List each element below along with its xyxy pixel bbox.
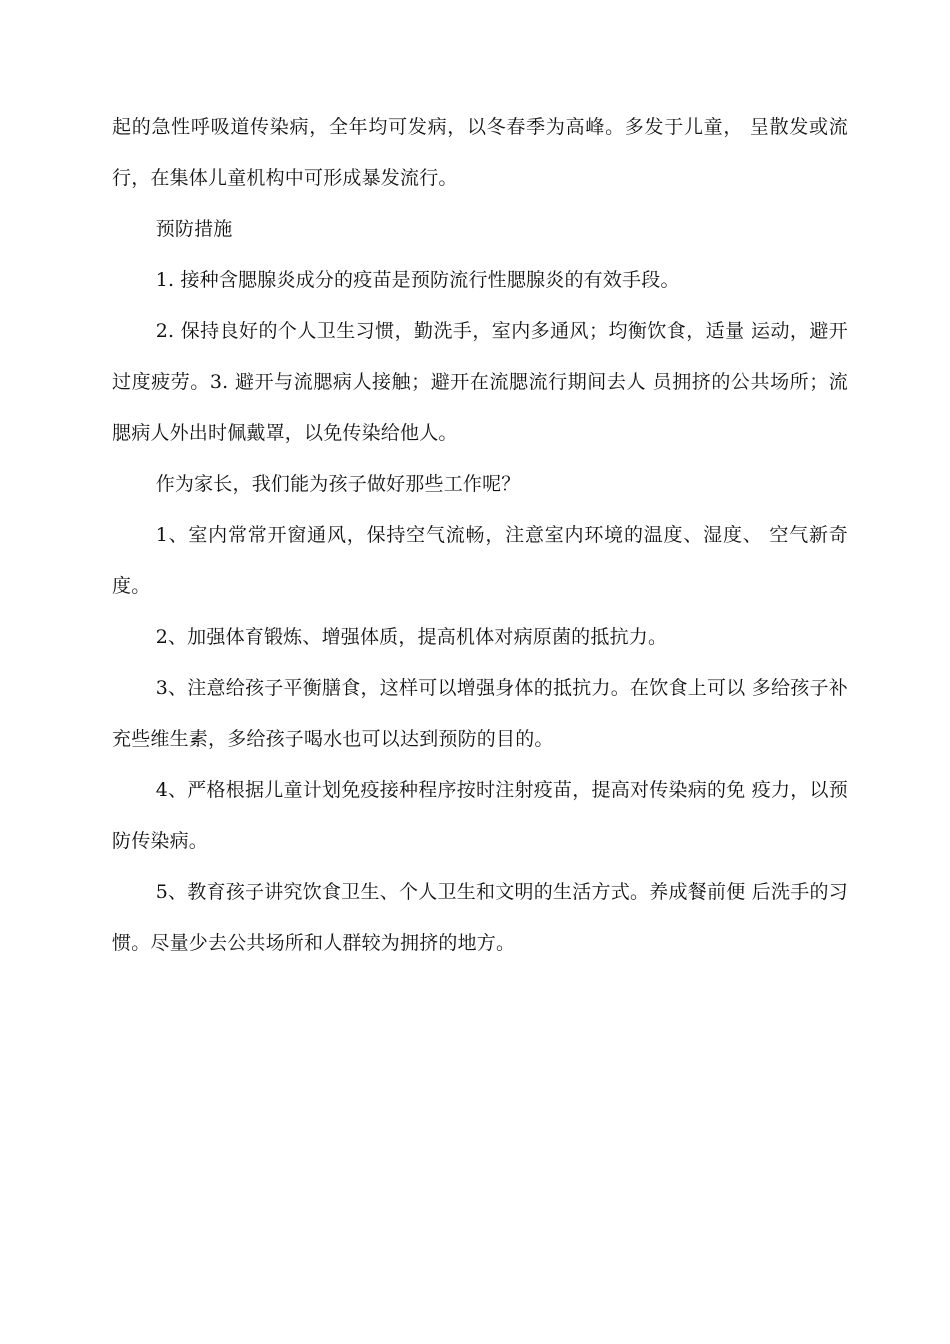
paragraph-prevention-2-3: 2. 保持良好的个人卫生习惯，勤洗手，室内多通风；均衡饮食，适量 运动，避开过度疲劳。3. 避开与流腮病人接触；避开在流腮流行期间去人 员拥挤的公共场所；流腮病人外出时佩戴罩，以免传染给他人。 (112, 320, 848, 444)
paragraph-parent-tip-4: 4、严格根据儿童计划免疫接种程序按时注射疫苗，提高对传染病的免 疫力，以预防传染病。 (112, 779, 848, 852)
paragraph-parents-question: 作为家长，我们能为孩子做好那些工作呢？ (155, 473, 521, 495)
paragraph-parent-tip-3: 3、注意给孩子平衡膳食，这样可以增强身体的抵抗力。在饮食上可以 多给孩子补充些维生素，多给孩子喝水也可以达到预防的目的。 (112, 677, 848, 750)
document-body (112, 102, 848, 969)
paragraph-parent-tip-1: 1、室内常常开窗通风，保持空气流畅，注意室内环境的温度、湿度、 空气新奇度。 (112, 524, 848, 597)
paragraph-prevention-1: 1. 接种含腮腺炎成分的疫苗是预防流行性腮腺炎的有效手段。 (155, 269, 680, 291)
paragraph-prevention-heading: 预防措施 (155, 218, 233, 240)
paragraph-intro: 起的急性呼吸道传染病，全年均可发病，以冬春季为高峰。多发于儿童， 呈散发或流行，在集体儿童机构中可形成暴发流行。 (112, 116, 848, 189)
paragraph-parent-tip-5: 5、教育孩子讲究饮食卫生、个人卫生和文明的生活方式。养成餐前便 后洗手的习惯。尽量少去公共场所和人群较为拥挤的地方。 (112, 881, 848, 954)
paragraph-parent-tip-2: 2、加强体育锻炼、增强体质，提高机体对病原菌的抵抗力。 (155, 626, 668, 648)
